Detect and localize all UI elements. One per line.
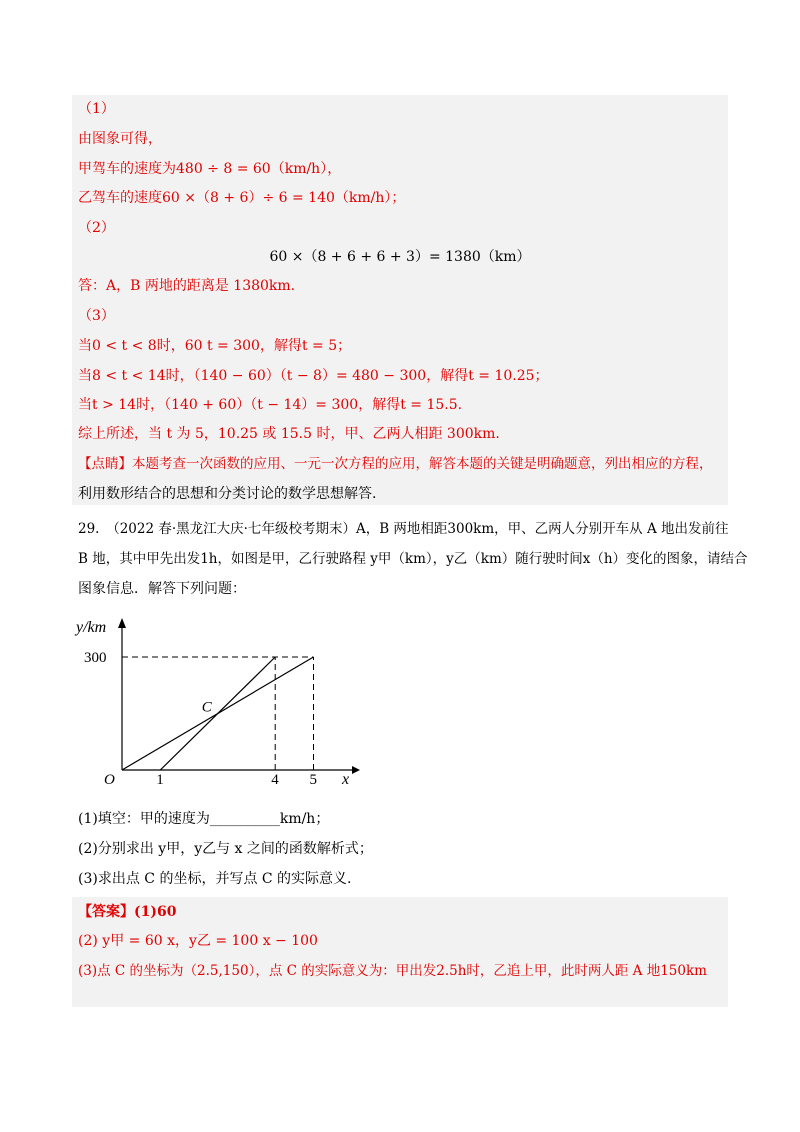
part2-equation: 60 ×（8 + 6 + 6 + 3）= 1380（km）	[269, 249, 531, 265]
distance-time-graph	[70, 612, 370, 792]
question-line3: 图象信息．解答下列问题：	[78, 581, 246, 597]
x-axis-arrow	[352, 766, 360, 774]
part3-case3: 当t > 14时，（140 + 60）（t − 14）= 300，解得t = 15.5.	[78, 397, 463, 413]
part3-label: （3）	[78, 308, 115, 324]
y-tick-label-300: 300	[84, 650, 107, 666]
part1-line1: 甲驾车的速度为480 ÷ 8 = 60（km/h），	[78, 161, 342, 177]
x-tick-label-5: 5	[309, 772, 317, 788]
part1-line2: 乙驾车的速度60 ×（8 + 6）÷ 6 = 140（km/h）；	[78, 190, 406, 206]
question-line2: B 地，其中甲先出发1h，如图是甲，乙行驶路程 y甲（km），y乙（km）随行驶时间x（h）变化的图象，请结合	[78, 551, 748, 567]
part1-intro: 由图象可得，	[78, 131, 162, 147]
part3-case1: 当0 < t < 8时，60 t = 300，解得t = 5；	[78, 338, 352, 354]
answer-line2: (2) y甲 = 60 x，y乙 = 100 x − 100	[78, 933, 318, 949]
part3-summary: 综上所述，当 t 为 5，10.25 或 15.5 时，甲、乙两人相距 300km.	[78, 426, 500, 442]
x-tick-label-4: 4	[271, 772, 279, 788]
part3-case2: 当8 < t < 14时，（140 − 60）（t − 8）= 480 − 300，解得t = 10.25；	[78, 368, 549, 384]
part1-label: （1）	[78, 101, 115, 117]
subquestion-3: (3)求出点 C 的坐标，并写点 C 的实际意义.	[78, 871, 352, 887]
origin-label: O	[104, 772, 115, 788]
answer-line3: (3)点 C 的坐标为（2.5,150），点 C 的实际意义为：甲出发2.5h时，乙追上甲，此时两人距 A 地150km	[78, 963, 707, 979]
comment-line1: 【点睛】本题考查一次函数的应用、一元一次方程的应用，解答本题的关键是明确题意，列出相应的方程，	[78, 456, 713, 472]
y-axis-arrow	[118, 618, 126, 628]
point-c-label: C	[201, 699, 212, 716]
y-axis-label: y/km	[76, 619, 107, 636]
solution-box	[72, 95, 728, 505]
subquestion-2: (2)分别求出 y甲，y乙与 x 之间的函数解析式；	[78, 841, 373, 857]
comment-line2: 利用数形结合的思想和分类讨论的数学思想解答.	[78, 486, 377, 502]
x-axis-label: x	[342, 771, 350, 788]
x-tick-label-1: 1	[156, 772, 164, 788]
subquestion-1: (1)填空：甲的速度为__________km/h；	[78, 811, 330, 827]
question-line1: 29. （2022 春·黑龙江大庆·七年级校考期末）A，B 两地相距300km，甲、乙两人分别开车从 A 地出发前往	[78, 521, 729, 537]
part2-answer: 答：A，B 两地的距离是 1380km.	[78, 278, 296, 294]
answer-label: 【答案】(1)60	[78, 904, 177, 920]
series-line-1	[160, 657, 275, 770]
part2-label: （2）	[78, 220, 115, 236]
